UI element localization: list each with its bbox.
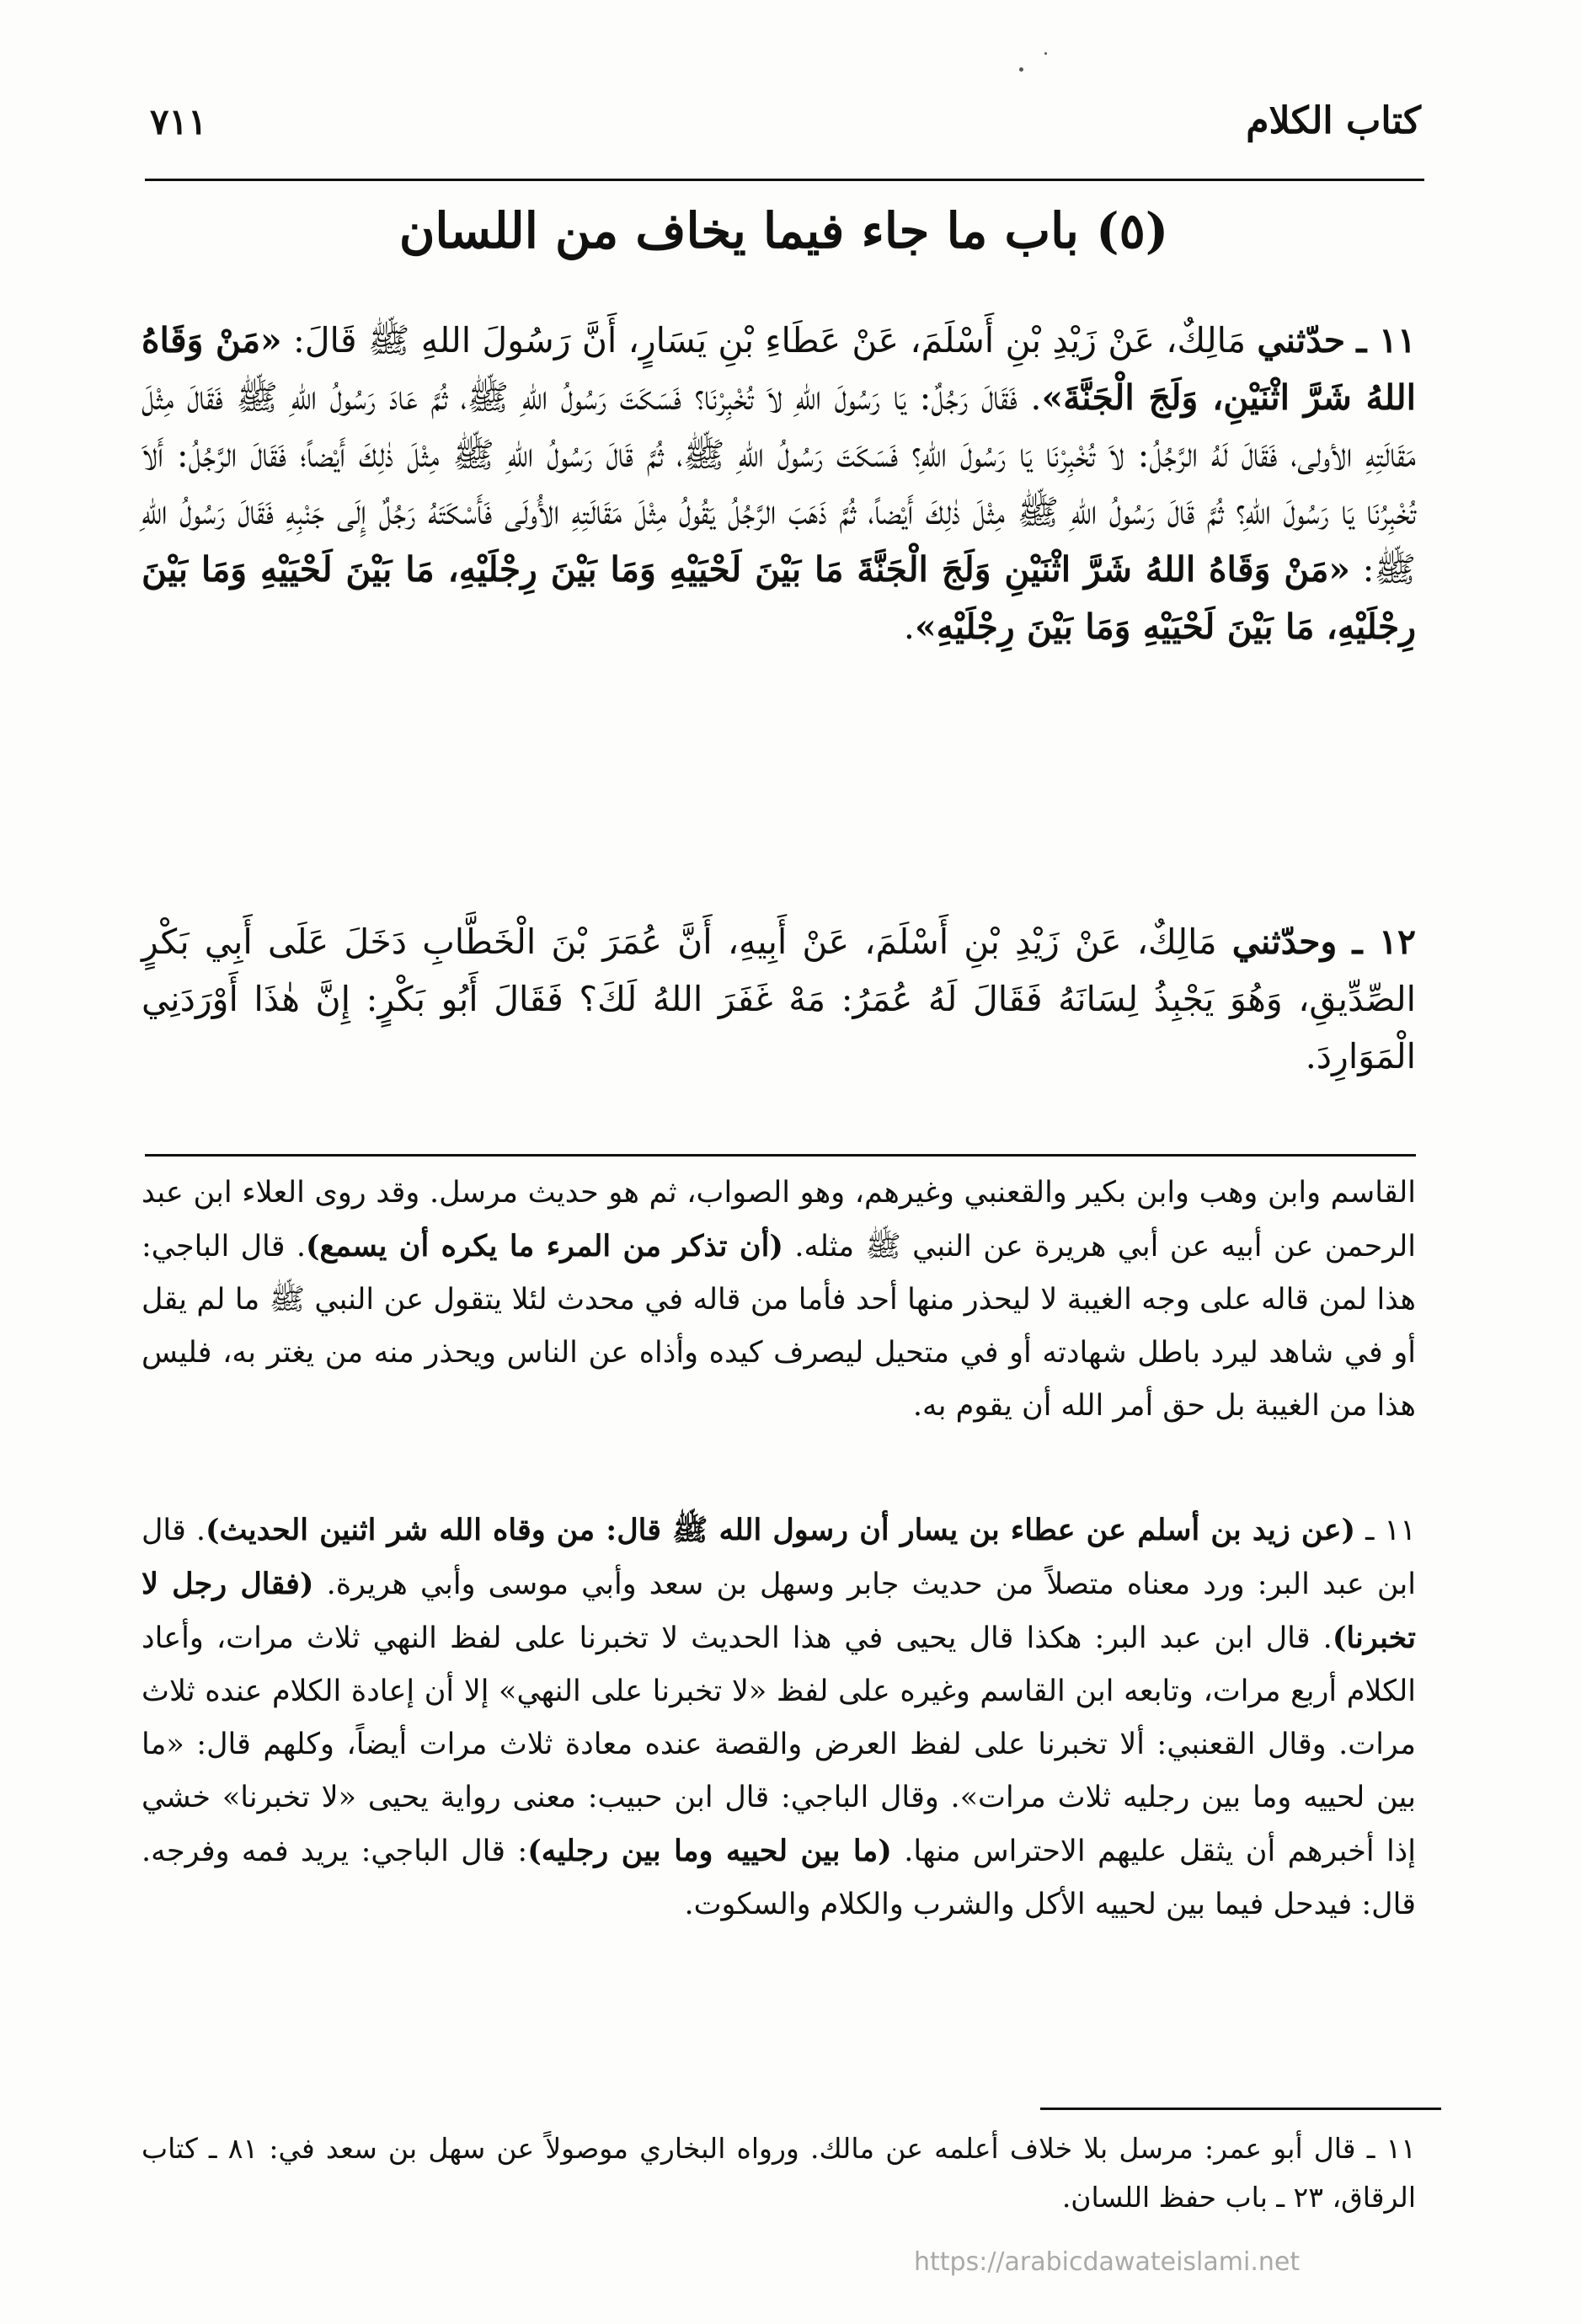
watermark-url: https://arabicdawateislami.net [914, 2247, 1301, 2277]
commentary-bold: (أن تذكر من المرء ما يكره أن يسمع) [305, 1229, 783, 1264]
commentary-continued [142, 1167, 1416, 1433]
narration-lead: وحدّثني [1231, 922, 1338, 962]
hadith-text: مَالِكٌ، عَنْ زَيْدِ بْنِ أَسْلَمَ، عَنْ عَطَاءِ بْنِ يَسَارٍ، أَنَّ رَسُولَ اللهِ ﷺ قَالَ: [281, 320, 1258, 361]
narration-lead: حدّثني [1257, 320, 1346, 361]
hadith-number: ١٢ ـ [1352, 922, 1416, 962]
hadith-text: مَالِكٌ، عَنْ زَيْدِ بْنِ أَسْلَمَ، عَنْ أَبِيهِ، أَنَّ عُمَرَ بْنَ الْخَطَّابِ دَخَلَ عَلَى أَبِي بَكْرٍ الصِّدِّيقِ، وَهُوَ يَجْبِذُ لِسَانَهُ فَقَالَ لَهُ عُمَرُ: مَهْ غَفَرَ اللهُ لَكَ؟ فَقَالَ أَبُو بَكْرٍ: إِنَّ هٰذَا أَوْرَدَنِي الْمَوَارِدَ. [142, 922, 1416, 1077]
commentary-text: . قال الباجي: هذا لمن قاله على وجه الغيبة لا ليحذر منها أحد فأما من قاله في محدث لئلا يتقول عن النبي ﷺ ما لم يقل أو في شاهد ليرد باطل شهادته أو في متحيل ليصرف كيده وأذاه عن الناس ويحذر منه من يغتر به، فليس هذا من الغيبة بل حق أمر الله أن يقوم به. [142, 1230, 1416, 1423]
page-number: ٧١١ [150, 101, 207, 142]
hadith-11 [142, 312, 1416, 655]
commentary-hadith-11 [142, 1504, 1416, 1931]
hadith-12 [142, 913, 1416, 1085]
prophetic-quote: «مَنْ وَقَاهُ اللهُ شَرَّ اثْنَيْنِ وَلَجَ الْجَنَّةَ مَا بَيْنَ لَحْيَيْهِ وَمَا بَيْنَ رِجْلَيْهِ، مَا بَيْنَ لَحْيَيْهِ وَمَا بَيْنَ رِجْلَيْهِ، مَا بَيْنَ لَحْيَيْهِ وَمَا بَيْنَ رِجْلَيْهِ» [142, 549, 1416, 647]
running-header [150, 99, 1421, 167]
footnote: ١١ ـ قال أبو عمر: مرسل بلا خلاف أعلمه عن مالك. ورواه البخاري موصولاً عن سهل بن سعد في: ٨١ ـ كتاب الرقاق، ٢٣ ـ باب حفظ اللسان. [142, 2132, 1416, 2214]
header-rule [145, 179, 1424, 181]
commentary-separator [145, 1154, 1416, 1157]
commentary-number: ١١ ـ [1365, 1514, 1416, 1547]
commentary-bold: (ما بين لحييه وما بين رجليه) [527, 1834, 892, 1868]
commentary-bold: (عن زيد بن أسلم عن عطاء بن يسار أن رسول الله ﷺ قال: من وقاه الله شر اثنين الحديث) [206, 1513, 1356, 1547]
chapter-title: (٥) باب ما جاء فيما يخاف من اللسان [398, 202, 1169, 259]
book-title: كتاب الكلام [1246, 99, 1421, 142]
commentary-bold: (فقال رجل لا تخبرنا) [142, 1567, 1416, 1655]
scan-speck [1044, 52, 1047, 55]
commentary-text: . قال ابن عبد البر: ورد معناه متصلاً من حديث جابر وسهل بن سعد وأبي موسى وأبي هريرة. [142, 1514, 1416, 1601]
hadith-number: ١١ ـ [1356, 320, 1416, 361]
scan-speck [1019, 67, 1023, 72]
footnote-separator [1040, 2108, 1441, 2110]
prophetic-quote: «مَنْ وَقَاهُ اللهُ شَرَّ اثْنَيْنِ، وَلَجَ الْجَنَّةَ» [142, 320, 1416, 418]
hadith-end: . [903, 606, 915, 647]
commentary-text: . قال ابن عبد البر: هكذا قال يحيى في هذا الحديث لا تخبرنا على لفظ النهي ثلاث مرات، وأعاد الكلام أربع مرات، وتابعه ابن القاسم وغيره على لفظ «لا تخبرنا على النهي» إلا أن إعادة الكلام عنده ثلاث مرات. وقال القعنبي: ألا تخبرنا على لفظ العرض والقصة عنده معادة ثلاث مرات أيضاً، وكلهم قال: «ما بين لحييه وما بين رجليه ثلاث مرات». وقال الباجي: قال ابن حبيب: معنى رواية يحيى «لا تخبرنا» خشي إذا أخبرهم أن يثقل عليهم الاحتراس منها. [142, 1621, 1416, 1868]
hadith-text: . فَقَالَ رَجُلٌ: يَا رَسُولَ اللهِ لاَ تُخْبِرْنَا؟ فَسَكَتَ رَسُولُ اللهِ ﷺ، ثُمَّ عَادَ رَسُولُ اللهِ ﷺ فَقَالَ مِثْلَ مَقَالَتِهِ الأولى، فَقَالَ لَهُ الرَّجُلُ: لاَ تُخْبِرْنَا يَا رَسُولَ اللهِ؟ فَسَكَتَ رَسُولُ اللهِ ﷺ، ثُمَّ قَالَ رَسُولُ اللهِ ﷺ مِثْلَ ذٰلِكَ أَيْضاً؛ فَقَالَ الرَّجُلُ: أَلاَ تُخْبِرُنَا يَا رَسُولَ اللهِ؟ ثُمَّ قَالَ رَسُولُ اللهِ ﷺ مِثْلَ ذٰلِكَ أَيْضاً، ثُمَّ ذَهَبَ الرَّجُلُ يَقُولُ مِثْلَ مَقَالَتِهِ الأُولَى فَأَسْكَتَهُ رَجُلٌ إِلَى جَنْبِهِ فَقَالَ رَسُولُ اللهِ ﷺ: [142, 377, 1416, 590]
commentary-text: : قال الباجي: يريد فمه وفرجه. قال: فيدحل فيما بين لحييه الأكل والشرب والكلام والسكوت. [142, 1835, 1416, 1921]
commentary-text: القاسم وابن وهب وابن بكير والقعنبي وغيرهم، وهو الصواب، ثم هو حديث مرسل. وقد روى العلاء ابن عبد الرحمن عن أبيه عن أبي هريرة عن النبي ﷺ مثله. [142, 1176, 1416, 1264]
